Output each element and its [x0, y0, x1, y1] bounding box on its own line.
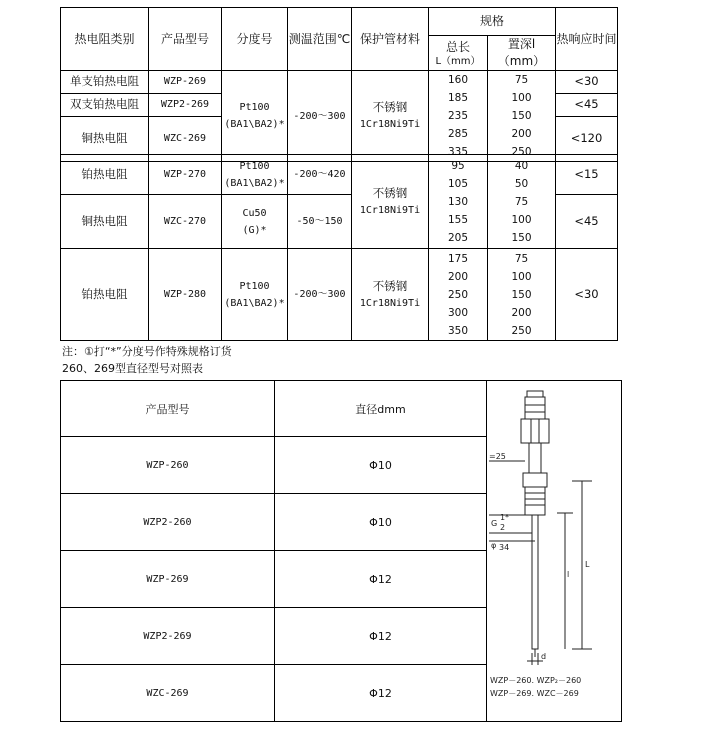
row6-response: <30 — [556, 249, 618, 341]
row4-range: -200～420 — [288, 155, 352, 195]
header-type: 热电阻类别 — [61, 8, 149, 71]
table-row-model: WZP-260 — [61, 437, 275, 494]
neck — [529, 443, 541, 473]
header-depth: 置深l（mm） — [488, 36, 556, 71]
thread-fraction-num: 1 — [500, 513, 506, 522]
head-cap — [527, 391, 543, 397]
table-row-model: WZP2-269 — [61, 608, 275, 665]
thread-label: G — [491, 519, 498, 528]
head-body — [525, 397, 545, 419]
note-special-order: 注：①打“*”分度号作特殊规格订货 — [62, 345, 232, 358]
table-row-model: WZP-269 — [61, 551, 275, 608]
row3-response: <120 — [556, 116, 618, 162]
stem — [532, 515, 538, 649]
drawing-caption-2: WZP－269. WZC－269 — [490, 689, 579, 698]
g3-length-list: 175 200 250 300 350 — [429, 249, 488, 341]
table-row-diameter: Φ10 — [275, 437, 487, 494]
table-row-diameter: Φ12 — [275, 608, 487, 665]
row2-model: WZP2-269 — [149, 93, 222, 116]
header-length-unit: L（mm） — [435, 55, 481, 67]
g3-depth-list: 75 100 150 200 250 — [488, 249, 556, 341]
length-L-label: L — [585, 560, 590, 569]
header-model: 产品型号 — [149, 8, 222, 71]
row4-model: WZP-270 — [149, 155, 222, 195]
header-division: 分度号 — [222, 8, 288, 71]
header-length: 总长 L（mm） — [429, 36, 488, 71]
table-row-diameter: Φ10 — [275, 494, 487, 551]
g1-depth-list: 75 100 150 200 250 — [488, 71, 556, 162]
row4-division: Pt100 (BA1\BA2)* — [222, 155, 288, 195]
header-product-model: 产品型号 — [61, 381, 275, 437]
header-material: 保护管材料 — [352, 8, 429, 71]
row2-type: 双支铂热电阻 — [61, 93, 149, 116]
fitting — [523, 473, 547, 487]
row1-response: <30 — [556, 71, 618, 94]
row6-division: Pt100 (BA1\BA2)* — [222, 249, 288, 341]
table-row-model: WZP2-260 — [61, 494, 275, 551]
sensor-drawing-svg — [487, 381, 622, 722]
diameter-comparison-table — [60, 380, 622, 722]
row2-response: <45 — [556, 93, 618, 116]
g2-depth-list: 40 50 75 100 150 — [488, 155, 556, 249]
wrench-size-label: =25 — [489, 452, 506, 461]
table-row-model: WZC-269 — [61, 665, 275, 722]
thermal-resistance-spec-table — [60, 7, 618, 162]
thread-star: * — [505, 513, 509, 522]
header-spec: 规格 — [429, 8, 556, 36]
drawing-caption-1: WZP－260. WZP₂－260 — [490, 676, 582, 685]
header-range: 测温范围℃ — [288, 8, 352, 71]
row6-range: -200～300 — [288, 249, 352, 341]
row1-type: 单支铂热电阻 — [61, 71, 149, 94]
note-diameter-table-title: 260、269型直径型号对照表 — [62, 362, 203, 375]
diameter-d-label: d — [541, 652, 547, 661]
g1-material: 不锈钢 1Cr18Ni9Ti — [352, 71, 429, 162]
row4-type: 铂热电阻 — [61, 155, 149, 195]
sensor-drawing — [487, 381, 622, 722]
thread — [525, 487, 545, 515]
header-response: 热响应时间 — [556, 8, 618, 71]
g2-material: 不锈钢 1Cr18Ni9Ti — [352, 155, 429, 249]
row3-model: WZC-269 — [149, 116, 222, 162]
row5-division: Cu50 (G)* — [222, 195, 288, 249]
g3-material: 不锈钢 1Cr18Ni9Ti — [352, 249, 429, 341]
header-diameter: 直径dmm — [275, 381, 487, 437]
diameter-symbol: φ — [491, 541, 497, 550]
thread-fraction-den: 2 — [500, 523, 506, 532]
table-row-diameter: Φ12 — [275, 551, 487, 608]
row5-range: -50～150 — [288, 195, 352, 249]
hex-nut — [521, 419, 549, 443]
g2-length-list: 95 105 130 155 205 — [429, 155, 488, 249]
row1-model: WZP-269 — [149, 71, 222, 94]
table-row-diameter: Φ12 — [275, 665, 487, 722]
g1-division: Pt100 (BA1\BA2)* — [222, 71, 288, 162]
row5-type: 铜热电阻 — [61, 195, 149, 249]
row5-model: WZC-270 — [149, 195, 222, 249]
row6-model: WZP-280 — [149, 249, 222, 341]
row4-response: <15 — [556, 155, 618, 195]
g1-range: -200～300 — [288, 71, 352, 162]
length-l-label: l — [567, 570, 570, 579]
row6-type: 铂热电阻 — [61, 249, 149, 341]
row3-type: 铜热电阻 — [61, 116, 149, 162]
g1-length-list: 160 185 235 285 335 — [429, 71, 488, 162]
row5-response: <45 — [556, 195, 618, 249]
diameter-value: 34 — [499, 543, 510, 552]
thermal-resistance-spec-table-part2 — [60, 154, 618, 341]
